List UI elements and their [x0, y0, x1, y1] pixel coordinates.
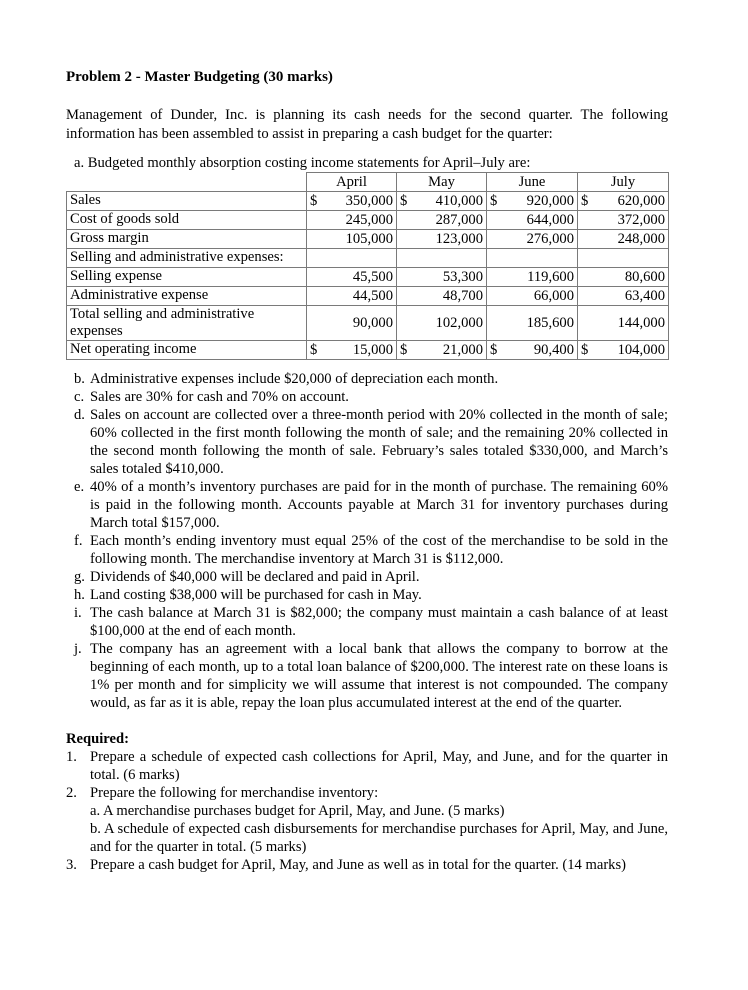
item-marker: h.: [74, 587, 85, 603]
cell-value: 119,600: [527, 269, 574, 285]
item-text: Dividends of $40,000 will be declared and paid in April.: [90, 569, 420, 585]
cell-value: 90,000: [352, 315, 393, 331]
assumption-item: [66, 568, 668, 586]
required-heading: Required:: [66, 731, 129, 747]
dollar-sign: $: [400, 342, 408, 358]
required-item: [66, 784, 668, 856]
required-text: Prepare a cash budget for April, May, and June as well as in total for the quarter. (14 marks): [90, 857, 627, 873]
section-a-heading: a. Budgeted monthly absorption costing income statements for April–July are:: [74, 155, 531, 171]
table-row: [67, 192, 669, 211]
cell-value: 102,000: [435, 315, 483, 331]
cell-value: 53,300: [442, 269, 483, 285]
cell-value: 372,000: [617, 212, 665, 228]
table-cell: [487, 230, 578, 249]
assumption-item: [66, 532, 668, 568]
table-cell: [578, 230, 669, 249]
table-cell: [578, 341, 669, 360]
required-marker: 3.: [66, 857, 77, 873]
assumptions-list: [66, 370, 668, 712]
table-cell: [307, 230, 397, 249]
dollar-sign: $: [490, 193, 498, 209]
table-cell: [578, 211, 669, 230]
table-cell: [487, 268, 578, 287]
row-label: Selling expense: [67, 268, 307, 287]
table-cell: [487, 192, 578, 211]
table-cell: [307, 268, 397, 287]
table-row: [67, 341, 669, 360]
required-marker: 2.: [66, 785, 77, 801]
table-cell: [487, 211, 578, 230]
table-cell: [397, 192, 487, 211]
table-row: [67, 306, 669, 341]
assumption-item: [66, 388, 668, 406]
table-row: [67, 211, 669, 230]
table-cell: [578, 306, 669, 341]
cell-value: 63,400: [624, 288, 665, 304]
required-list: [66, 748, 668, 874]
table-cell: [397, 211, 487, 230]
assumption-item: [66, 640, 668, 712]
item-text: Land costing $38,000 will be purchased for cash in May.: [90, 587, 422, 603]
table-cell: [397, 268, 487, 287]
table-cell: [307, 341, 397, 360]
header-corner-cell: [67, 173, 307, 192]
table-cell: [487, 341, 578, 360]
row-label: Net operating income: [67, 341, 307, 360]
cell-value: 21,000: [442, 342, 483, 358]
cell-value: 66,000: [533, 288, 574, 304]
required-text: Prepare a schedule of expected cash collections for April, May, and June, and for the quarter in total. (6 marks): [90, 749, 668, 783]
table-header-row: [67, 173, 669, 192]
required-marker: 1.: [66, 749, 77, 765]
row-label: Selling and administrative expenses:: [67, 249, 307, 268]
table-row: [67, 249, 669, 268]
item-marker: f.: [74, 533, 83, 549]
item-text: Sales on account are collected over a three-month period with 20% collected in the month of sale; 60% collected in the first month following the month of sale; and the remaining 20% collected in the second month following the month of sale. February’s sales totaled $330,000, and March’s sales totaled $410,000.: [90, 407, 668, 477]
item-marker: b.: [74, 371, 85, 387]
table-cell: [397, 287, 487, 306]
column-header: June: [487, 173, 578, 192]
income-statement-table: [66, 172, 669, 360]
table-row: [67, 230, 669, 249]
cell-value: 185,600: [526, 315, 574, 331]
problem-title: Problem 2 - Master Budgeting (30 marks): [66, 69, 333, 85]
item-text: The cash balance at March 31 is $82,000; the company must maintain a cash balance of at least $100,000 at the end of each month.: [90, 605, 668, 639]
dollar-sign: $: [581, 342, 589, 358]
assumption-item: [66, 604, 668, 640]
item-marker: i.: [74, 605, 82, 621]
table-cell: [307, 287, 397, 306]
table-cell: [397, 306, 487, 341]
required-item: [66, 748, 668, 784]
cell-value: 45,500: [352, 269, 393, 285]
cell-value: 287,000: [435, 212, 483, 228]
cell-value: 15,000: [352, 342, 393, 358]
cell-value: 80,600: [624, 269, 665, 285]
table-cell: [487, 287, 578, 306]
cell-value: 44,500: [352, 288, 393, 304]
cell-value: 248,000: [617, 231, 665, 247]
table-cell: [487, 249, 578, 268]
table-cell: [307, 249, 397, 268]
cell-value: 48,700: [442, 288, 483, 304]
row-label: Total selling and administrative expenses: [67, 306, 307, 341]
item-marker: d.: [74, 407, 85, 423]
item-marker: e.: [74, 479, 85, 495]
required-item: [66, 856, 668, 874]
dollar-sign: $: [310, 342, 318, 358]
column-header: July: [578, 173, 669, 192]
table-cell: [578, 249, 669, 268]
table-cell: [307, 192, 397, 211]
required-subitem: b. A schedule of expected cash disbursements for merchandise purchases for April, May, and June, and for the quarter in total. (5 marks): [90, 821, 668, 855]
item-marker: c.: [74, 389, 85, 405]
table-cell: [307, 211, 397, 230]
cell-value: 920,000: [526, 193, 574, 209]
column-header: April: [307, 173, 397, 192]
table-cell: [307, 306, 397, 341]
required-text: Prepare the following for merchandise inventory:: [90, 785, 379, 801]
row-label: Cost of goods sold: [67, 211, 307, 230]
item-text: Sales are 30% for cash and 70% on account.: [90, 389, 349, 405]
assumption-item: [66, 586, 668, 604]
row-label: Sales: [67, 192, 307, 211]
item-text: The company has an agreement with a local bank that allows the company to borrow at the beginning of each month, up to a total loan balance of $200,000. The interest rate on these loans is 1% per month and for simplicity we will assume that interest is not compounded. The company would, as far as it is able, repay the loan plus accumulated interest at the end of the quarter.: [90, 641, 668, 711]
required-subitem: a. A merchandise purchases budget for April, May, and June. (5 marks): [90, 803, 505, 819]
assumption-item: [66, 370, 668, 388]
cell-value: 245,000: [345, 212, 393, 228]
row-label: Administrative expense: [67, 287, 307, 306]
dollar-sign: $: [310, 193, 318, 209]
cell-value: 105,000: [345, 231, 393, 247]
table-cell: [397, 341, 487, 360]
table-cell: [578, 268, 669, 287]
cell-value: 410,000: [435, 193, 483, 209]
item-marker: g.: [74, 569, 85, 585]
dollar-sign: $: [581, 193, 589, 209]
cell-value: 90,400: [533, 342, 574, 358]
table-cell: [397, 230, 487, 249]
table-row: [67, 287, 669, 306]
document-page: [66, 68, 668, 874]
cell-value: 104,000: [617, 342, 665, 358]
table-cell: [487, 306, 578, 341]
table-row: [67, 268, 669, 287]
cell-value: 123,000: [435, 231, 483, 247]
item-text: 40% of a month’s inventory purchases are paid for in the month of purchase. The remaining 60% is paid in the following month. Accounts payable at March 31 for inventory purchases during March total $157,000.: [90, 479, 668, 531]
assumption-item: [66, 406, 668, 478]
column-header: May: [397, 173, 487, 192]
cell-value: 644,000: [526, 212, 574, 228]
table-cell: [578, 192, 669, 211]
item-marker: j.: [74, 641, 82, 657]
cell-value: 620,000: [617, 193, 665, 209]
dollar-sign: $: [490, 342, 498, 358]
table-cell: [397, 249, 487, 268]
table-cell: [578, 287, 669, 306]
assumption-item: [66, 478, 668, 532]
cell-value: 144,000: [617, 315, 665, 331]
intro-paragraph: Management of Dunder, Inc. is planning its cash needs for the second quarter. The following information has been assembled to assist in preparing a cash budget for the quarter:: [66, 107, 668, 142]
cell-value: 276,000: [526, 231, 574, 247]
item-text: Administrative expenses include $20,000 of depreciation each month.: [90, 371, 499, 387]
cell-value: 350,000: [345, 193, 393, 209]
dollar-sign: $: [400, 193, 408, 209]
item-text: Each month’s ending inventory must equal 25% of the cost of the merchandise to be sold in the following month. The merchandise inventory at March 31 is $112,000.: [90, 533, 668, 567]
row-label: Gross margin: [67, 230, 307, 249]
